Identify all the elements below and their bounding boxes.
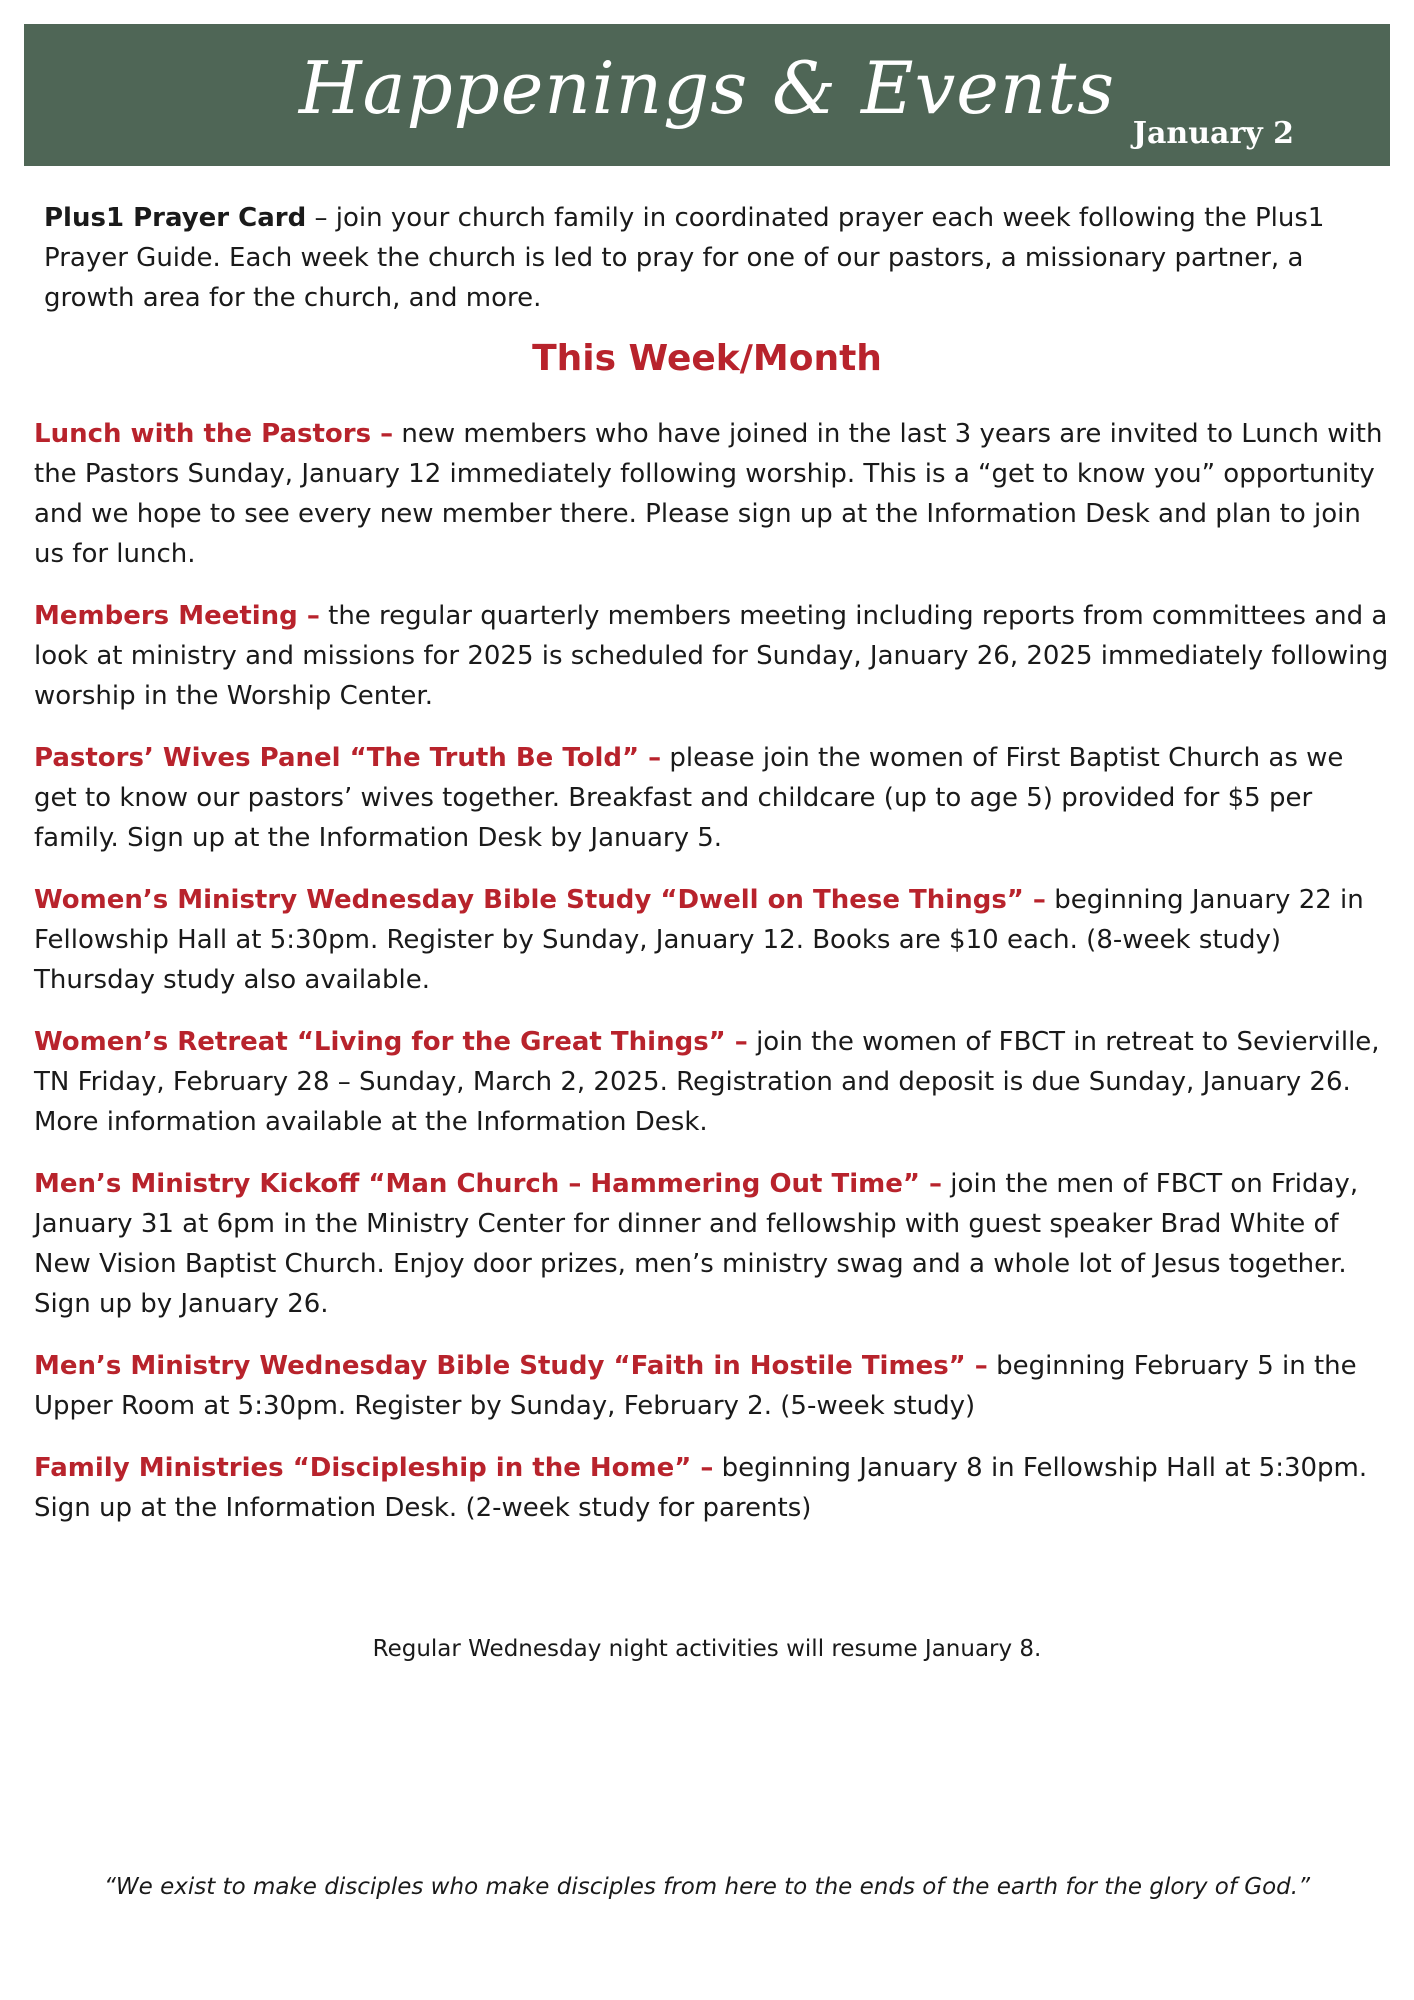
- event-item: [34, 414, 1394, 574]
- intro-text: – join your church family in coordinated prayer each week following the Plus1 Prayer Guide. Each week the church is led to pray for one of our pastors, a missionary partner, a growth area for the church, and more.: [44, 203, 1325, 313]
- event-title: Men’s Ministry Wednesday Bible Study “Faith in Hostile Times” –: [34, 1351, 988, 1381]
- event-title: Women’s Ministry Wednesday Bible Study “Dwell on These Things” –: [34, 885, 1046, 915]
- event-item: [34, 738, 1394, 858]
- event-text: please join the women of First Baptist Church as we get to know our pastors’ wives together. Breakfast and childcare (up to age 5) provided for $5 per family. Sign up at the Information Desk by January 5.: [34, 743, 1344, 853]
- event-text: join the women of FBCT in retreat to Sevierville, TN Friday, February 28 – Sunday, March 2, 2025. Registration and deposit is due Sunday, January 26. More information available at the Information Desk.: [34, 1027, 1380, 1137]
- event-item: [34, 1346, 1394, 1426]
- event-title: Lunch with the Pastors –: [34, 419, 394, 449]
- mission-statement: “We exist to make disciples who make disciples from here to the ends of the earth for the glory of God.”: [103, 1874, 1311, 1900]
- intro-paragraph: [44, 198, 1364, 318]
- event-item: [34, 880, 1394, 1000]
- section-heading: This Week/Month: [532, 338, 882, 379]
- event-text: the regular quarterly members meeting including reports from committees and a look at ministry and missions for 2025 is scheduled for Sunday, January 26, 2025 immediately following worship in the Worship Center.: [34, 601, 1389, 711]
- event-item: [34, 1022, 1394, 1142]
- event-title: Men’s Ministry Kickoff “Man Church – Hammering Out Time” –: [34, 1169, 943, 1199]
- notice-text: Regular Wednesday night activities will resume January 8.: [372, 1636, 1042, 1662]
- event-list: [34, 414, 1394, 1550]
- event-title: Members Meeting –: [34, 601, 320, 631]
- event-text: beginning February 5 in the Upper Room at 5:30pm. Register by Sunday, February 2. (5-week study): [34, 1351, 1357, 1421]
- event-item: [34, 1164, 1394, 1324]
- event-text: join the men of FBCT on Friday, January 31 at 6pm in the Ministry Center for dinner and fellowship with guest speaker Brad White of New Vision Baptist Church. Enjoy door prizes, men’s ministry swag and a whole lot of Jesus together. Sign up by January 26.: [34, 1169, 1359, 1319]
- header-banner: [24, 24, 1390, 166]
- page-title: Happenings & Events: [298, 46, 1116, 130]
- header-date: January 2: [1132, 116, 1294, 151]
- event-item: [34, 596, 1394, 716]
- intro-title: Plus1 Prayer Card: [44, 203, 307, 233]
- event-title: Family Ministries “Discipleship in the Home” –: [34, 1453, 714, 1483]
- event-text: beginning January 22 in Fellowship Hall at 5:30pm. Register by Sunday, January 12. Books are $10 each. (8-week study) Thursday study also available.: [34, 885, 1364, 995]
- event-title: Pastors’ Wives Panel “The Truth Be Told” –: [34, 743, 662, 773]
- event-text: beginning January 8 in Fellowship Hall at 5:30pm. Sign up at the Information Desk. (2-week study for parents): [34, 1453, 1368, 1523]
- event-text: new members who have joined in the last 3 years are invited to Lunch with the Pastors Sunday, January 12 immediately following worship. This is a “get to know you” opportunity and we hope to see every new member there. Please sign up at the Information Desk and plan to join us for lunch.: [34, 419, 1383, 569]
- event-item: [34, 1448, 1394, 1528]
- event-title: Women’s Retreat “Living for the Great Things” –: [34, 1027, 748, 1057]
